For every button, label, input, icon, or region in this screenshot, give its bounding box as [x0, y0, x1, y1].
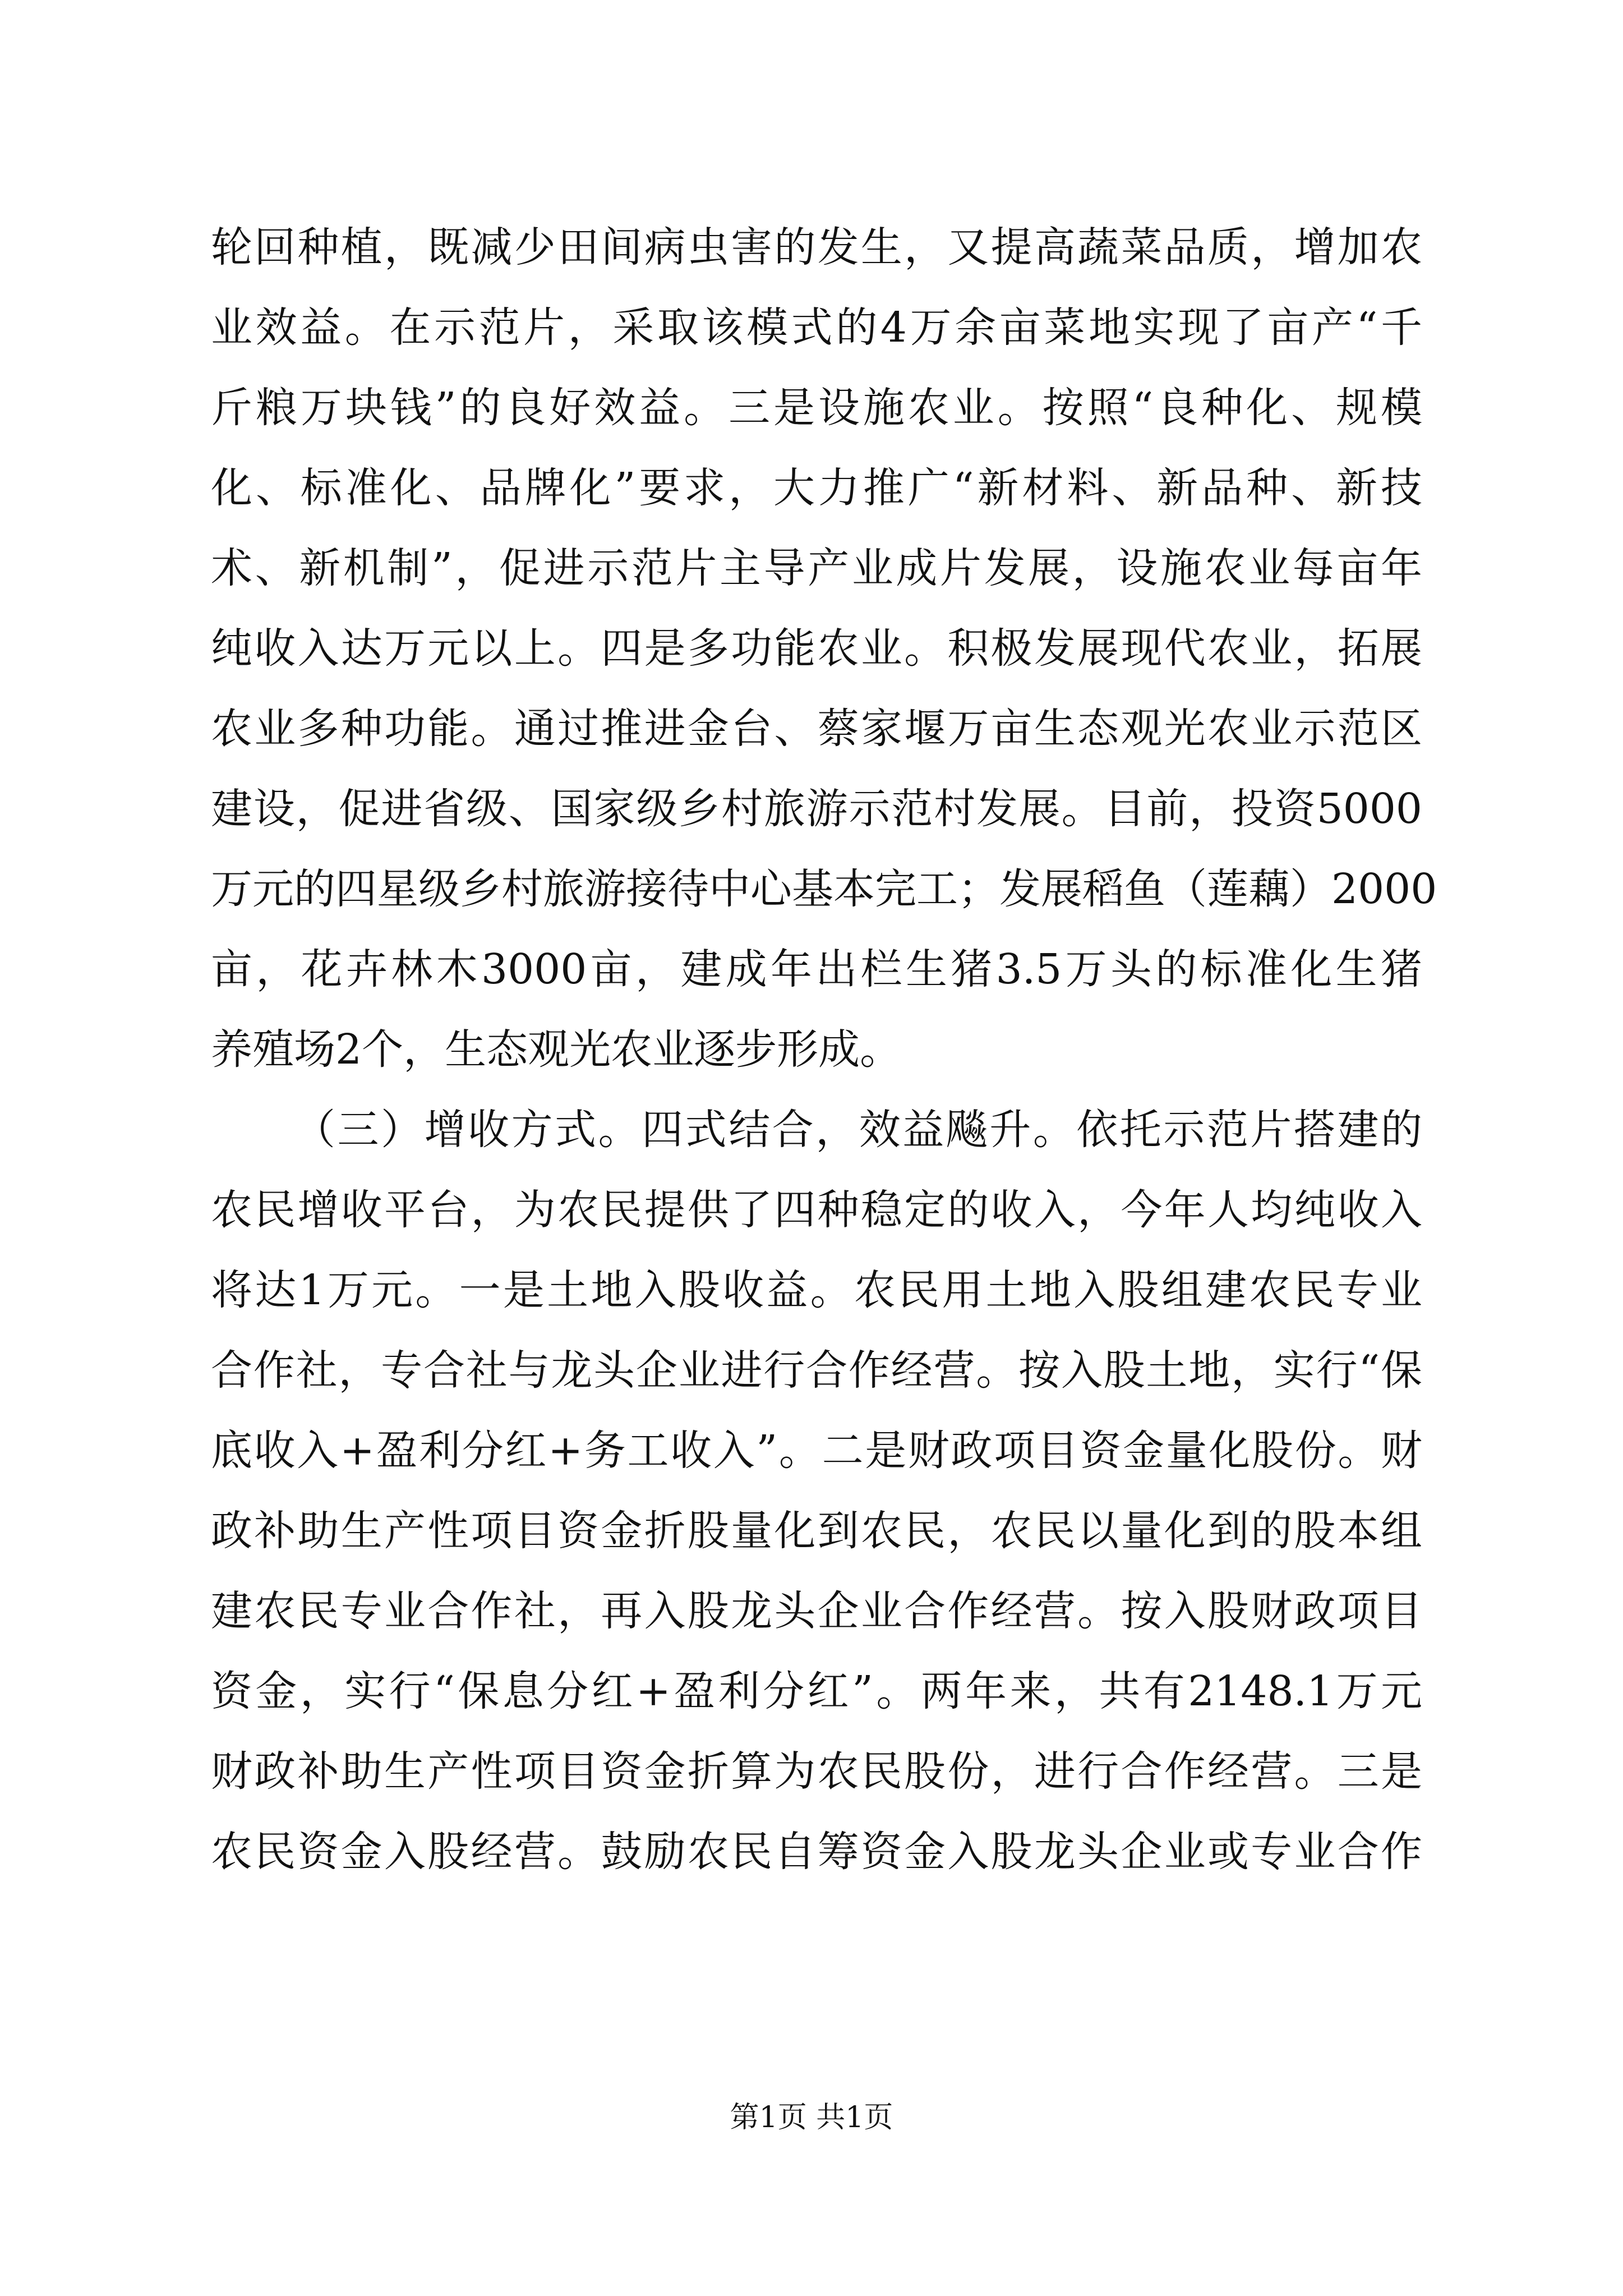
- text-line-11: 养殖场2个，生态观光农业逐步形成。: [211, 1025, 902, 1074]
- text-line-3: 斤粮万块钱”的良好效益。三是设施农业。按照“良种化、规模: [211, 384, 1422, 432]
- text-line-15: 合作社，专合社与龙头企业进行合作经营。按入股土地，实行“保: [211, 1346, 1422, 1395]
- text-line-17: 政补助生产性项目资金折股量化到农民，农民以量化到的股本组: [211, 1507, 1422, 1555]
- text-line-14: 将达1万元。一是土地入股收益。农民用土地入股组建农民专业: [211, 1266, 1422, 1314]
- text-line-13: 农民增收平台，为农民提供了四种稳定的收入，今年人均纯收入: [211, 1186, 1422, 1234]
- text-line-10: 亩，花卉林木3000亩，建成年出栏生猪3.5万头的标准化生猪: [211, 945, 1422, 993]
- text-line-9: 万元的四星级乡村旅游接待中心基本完工；发展稻鱼（莲藕）2000: [211, 865, 1437, 913]
- text-line-2: 业效益。在示范片，采取该模式的4万余亩菜地实现了亩产“千: [211, 303, 1422, 352]
- page-footer: [0, 2098, 1623, 2137]
- page-number: 第1页 共1页: [730, 2101, 893, 2134]
- text-line-19: 资金，实行“保息分红+盈利分红”。两年来，共有2148.1万元: [211, 1667, 1422, 1715]
- text-line-7: 农业多种功能。通过推进金台、蔡家堰万亩生态观光农业示范区: [211, 705, 1422, 753]
- text-line-1: 轮回种植，既减少田间病虫害的发生，又提高蔬菜品质，增加农: [211, 223, 1422, 272]
- text-line-5: 术、新机制”，促进示范片主导产业成片发展，设施农业每亩年: [211, 544, 1422, 592]
- text-line-20: 财政补助生产性项目资金折算为农民股份，进行合作经营。三是: [211, 1747, 1422, 1796]
- text-line-16: 底收入+盈利分红+务工收入”。二是财政项目资金量化股份。财: [211, 1427, 1422, 1475]
- text-line-8: 建设，促进省级、国家级乡村旅游示范村发展。目前，投资5000: [211, 785, 1422, 833]
- body-text: [211, 208, 1437, 1892]
- text-line-4: 化、标准化、品牌化”要求，大力推广“新材料、新品种、新技: [211, 464, 1422, 512]
- section-heading-line: （三）增收方式。四式结合，效益飚升。依托示范片搭建的: [294, 1106, 1422, 1154]
- text-line-21: 农民资金入股经营。鼓励农民自筹资金入股龙头企业或专业合作: [211, 1828, 1422, 1876]
- text-line-6: 纯收入达万元以上。四是多功能农业。积极发展现代农业，拓展: [211, 624, 1422, 673]
- text-line-18: 建农民专业合作社，再入股龙头企业合作经营。按入股财政项目: [211, 1587, 1422, 1635]
